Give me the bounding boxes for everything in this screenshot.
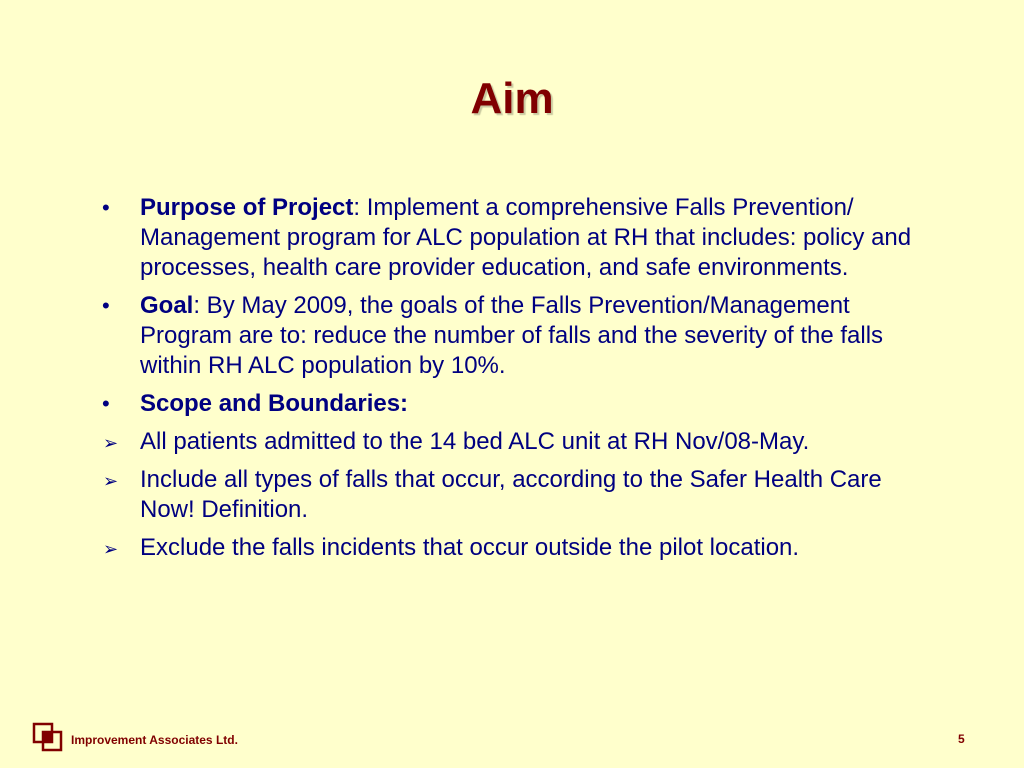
- page-number: 5: [958, 732, 965, 746]
- arrow-item: [100, 533, 930, 563]
- item-text: : By May 2009, the goals of the Falls Prevention/Management Program are to: reduce the number of falls and the severity of the falls within RH ALC population by 10%.: [140, 292, 884, 379]
- item-text: All patients admitted to the 14 bed ALC unit at RH Nov/08-May.: [140, 428, 810, 455]
- item-text: Include all types of falls that occur, according to the Safer Health Care Now! Definition.: [140, 466, 882, 523]
- footer-company-name: Improvement Associates Ltd.: [71, 733, 238, 747]
- company-logo-icon: [32, 722, 64, 752]
- bullet-item: [100, 291, 930, 381]
- arrow-item: [100, 427, 930, 457]
- item-lead: Goal: [140, 292, 194, 319]
- arrow-item: [100, 465, 930, 525]
- arrow-bullet-icon: ➢: [103, 471, 119, 491]
- bullet-list: [100, 193, 930, 571]
- item-lead: Purpose of Project: [140, 194, 354, 221]
- item-text: Exclude the falls incidents that occur outside the pilot location.: [140, 534, 800, 561]
- arrow-bullet-icon: ➢: [103, 539, 119, 559]
- bullet-icon: •: [102, 391, 110, 416]
- item-lead: Scope and Boundaries:: [140, 390, 409, 417]
- bullet-icon: •: [102, 195, 110, 220]
- bullet-icon: •: [102, 293, 110, 318]
- bullet-item: [100, 389, 930, 419]
- bullet-item: [100, 193, 930, 283]
- arrow-bullet-icon: ➢: [103, 433, 119, 453]
- slide-title: Aim: [470, 74, 554, 123]
- item-text: : Implement a comprehensive Falls Prevention/ Management program for ALC population at RH that includes: policy and processes, health care provider education, and safe environments.: [140, 194, 912, 281]
